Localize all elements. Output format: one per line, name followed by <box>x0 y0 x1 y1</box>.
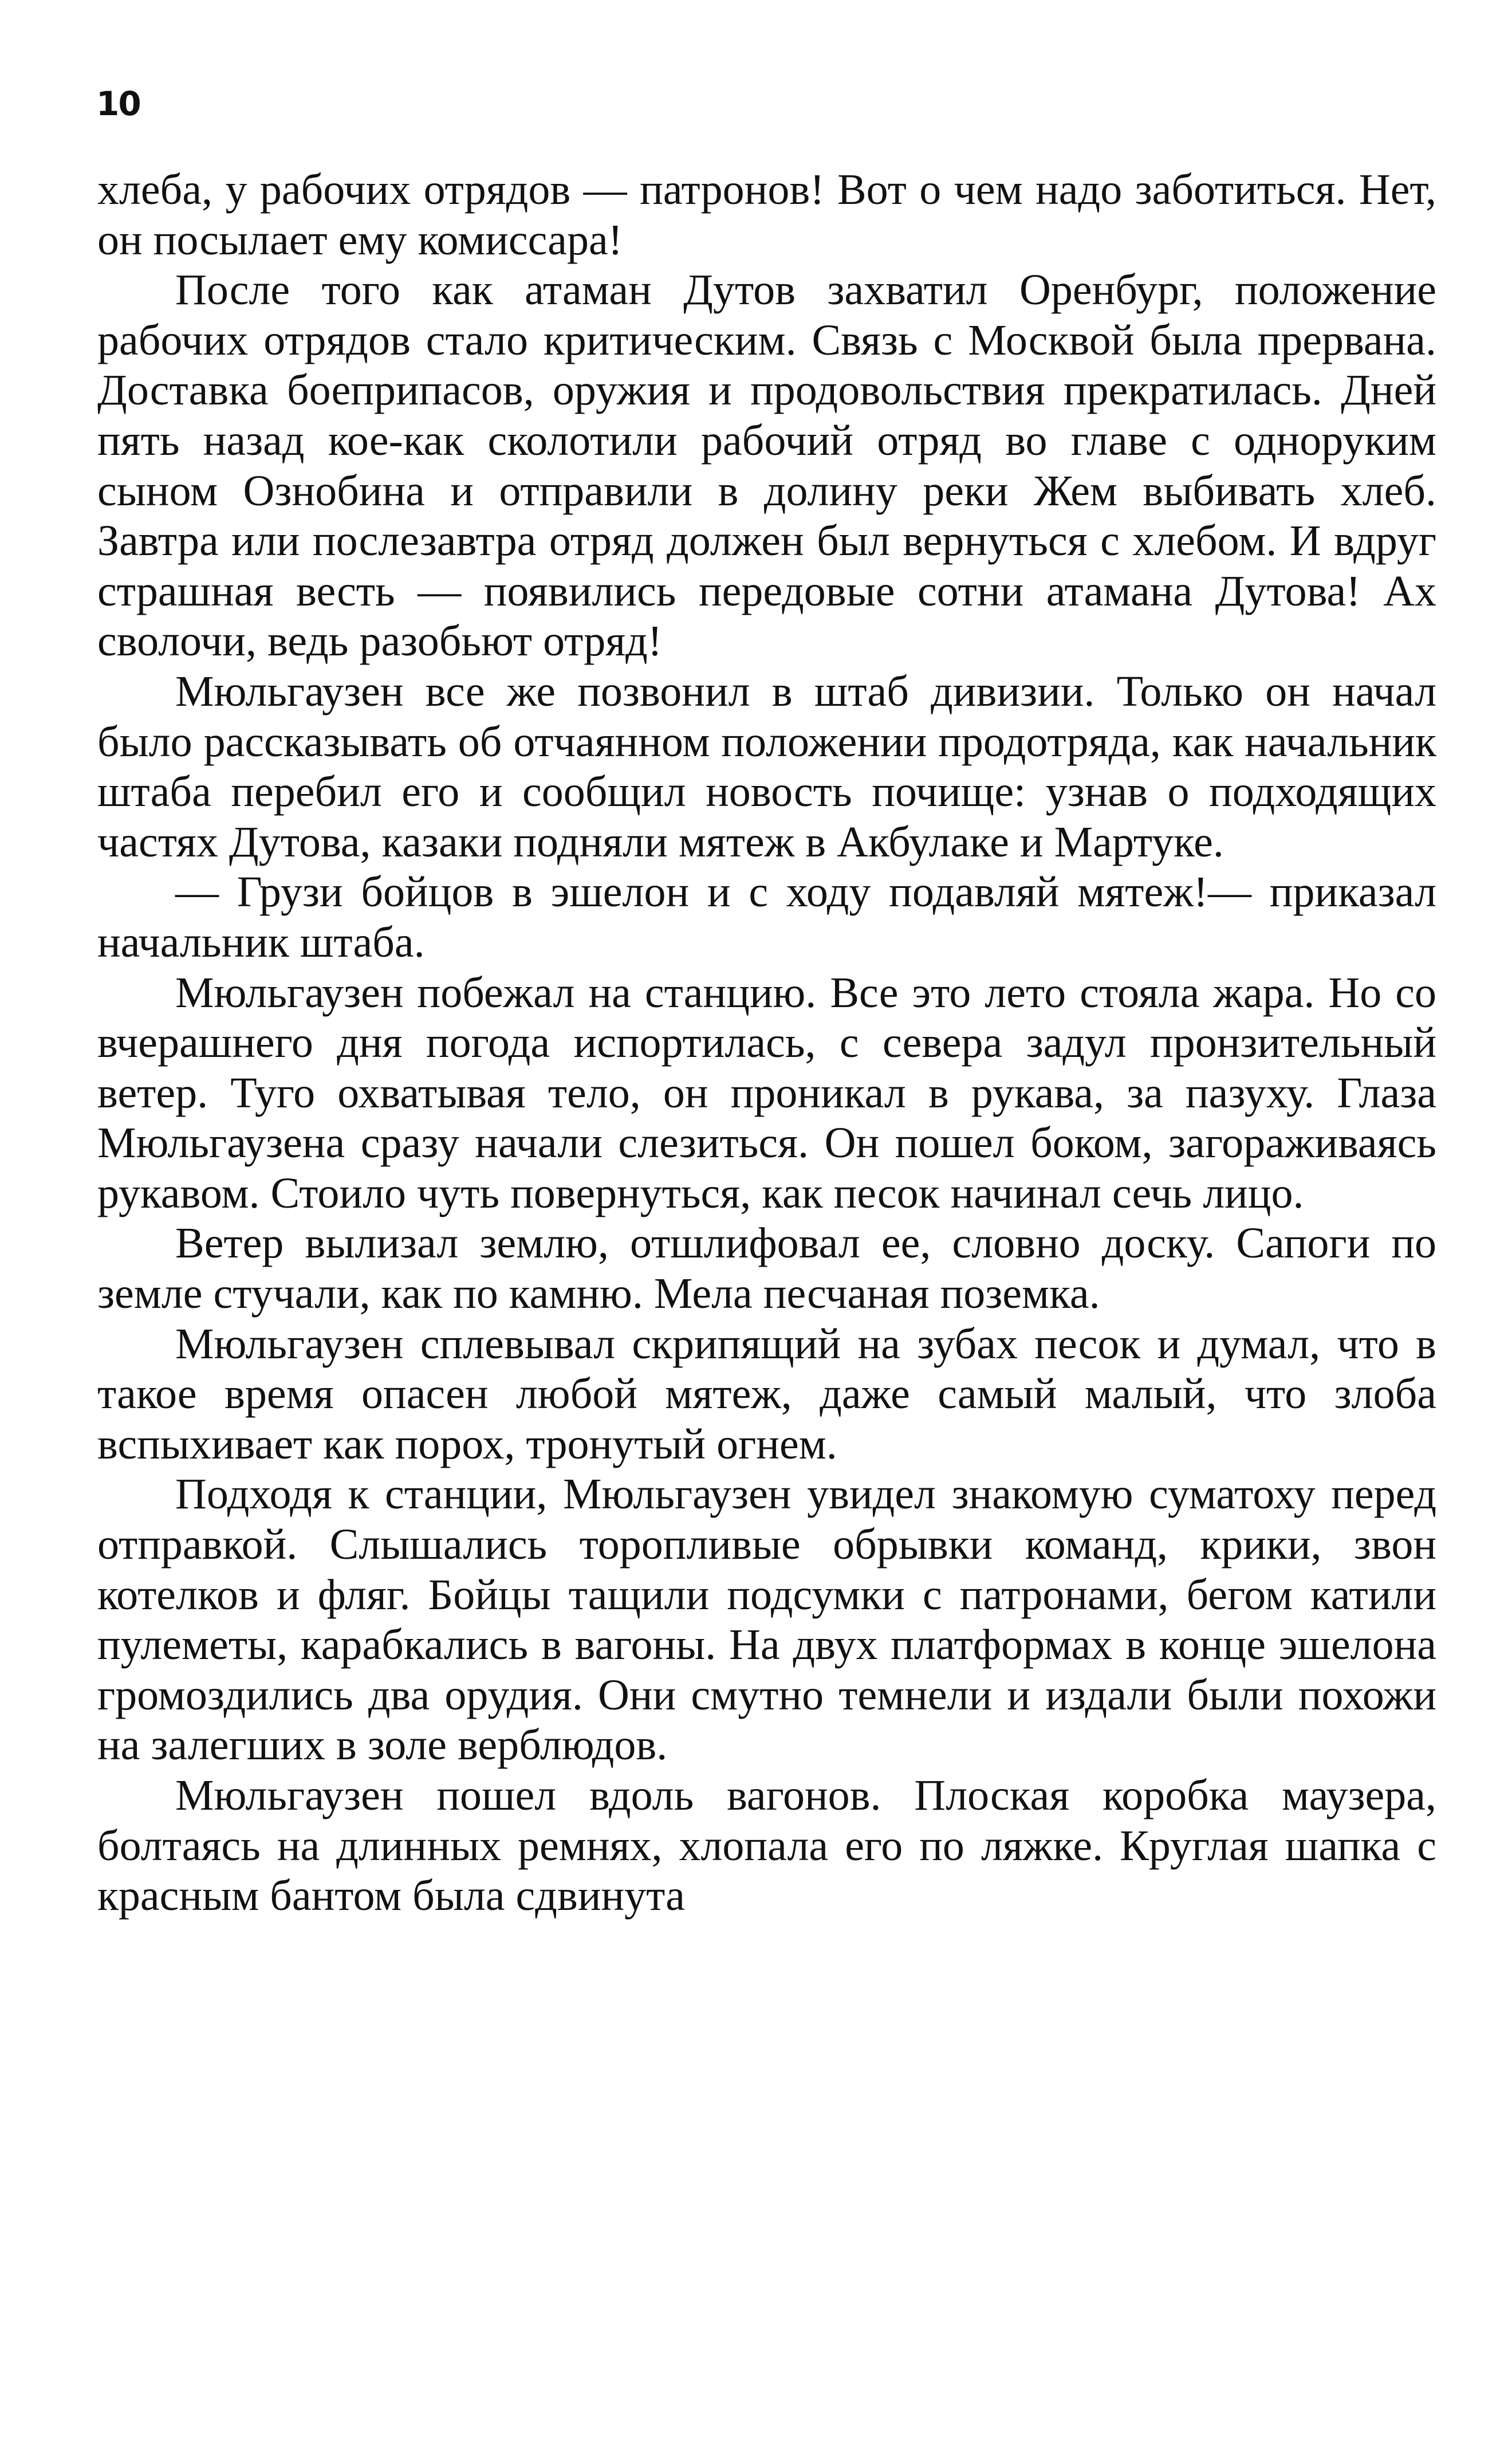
paragraph: Мюльгаузен пошел вдоль вагонов. Плоская коробка маузера, болтаясь на длинных ремнях, хлопала его по ляжке. Круглая шапка с красным бантом была сдвинута <box>97 1771 1436 1920</box>
paragraph: Ветер вылизал землю, отшлифовал ее, словно доску. Сапоги по земле стучали, как по камню. Мела песчаная поземка. <box>97 1219 1436 1318</box>
paragraph: После того как атаман Дутов захватил Оренбург, положение рабочих отрядов стало критическим. Связь с Москвой была прервана. Доставка боеприпасов, оружия и продовольствия прекратилась. Дней пять назад кое-как сколотили рабочий отряд во главе с одноруким сыном Ознобина и отправили в долину реки Жем выбивать хлеб. Завтра или послезавтра отряд должен был вернуться с хлебом. И вдруг страшная весть — появились передовые сотни атамана Дутова! Ах сволочи, ведь разобьют отряд! <box>97 266 1436 666</box>
page-number: 10 <box>96 84 140 123</box>
paragraph-continued: хлеба, у рабочих отрядов — патронов! Вот о чем надо заботиться. Нет, он посылает ему комиссара! <box>97 166 1436 264</box>
paragraph: Мюльгаузен побежал на станцию. Все это лето стояла жара. Но со вчерашнего дня погода испортилась, с севера задул пронзительный ветер. Туго охватывая тело, он проникал в рукава, за пазуху. Глаза Мюльгаузена сразу начали слезиться. Он пошел боком, загораживаясь рукавом. Стоило чуть повернуться, как песок начинал сечь лицо. <box>97 968 1436 1217</box>
body-text <box>97 165 1436 1921</box>
paragraph: Мюльгаузен сплевывал скрипящий на зубах песок и думал, что в такое время опасен любой мятеж, даже самый малый, что злоба вспыхивает как порох, тронутый огнем. <box>97 1319 1436 1468</box>
paragraph-dialogue: — Грузи бойцов в эшелон и с ходу подавляй мятеж!— приказал начальник штаба. <box>97 868 1436 966</box>
paragraph: Мюльгаузен все же позвонил в штаб дивизии. Только он начал было рассказывать об отчаянном положении продотряда, как начальник штаба перебил его и сообщил новость почище: узнав о подходящих частях Дутова, казаки подняли мятеж в Акбулаке и Мартуке. <box>97 667 1436 866</box>
paragraph: Подходя к станции, Мюльгаузен увидел знакомую суматоху перед отправкой. Слышались торопливые обрывки команд, крики, звон котелков и фляг. Бойцы тащили подсумки с патронами, бегом катили пулеметы, карабкались в вагоны. На двух платформах в конце эшелона громоздились два орудия. Они смутно темнели и издали были похожи на залегших в золе верблюдов. <box>97 1470 1436 1770</box>
